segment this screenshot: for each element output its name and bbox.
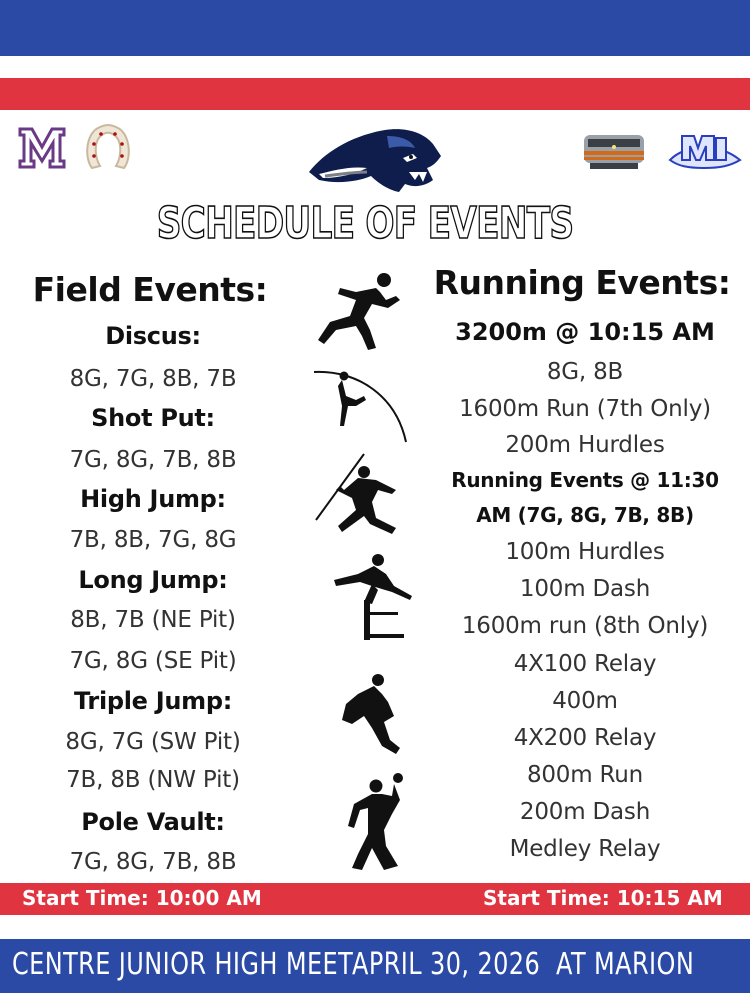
field-events-heading: Field Events: [32, 270, 268, 309]
event-value: 7G, 8G (SE Pit) [69, 648, 237, 674]
running-item: 400m [552, 688, 618, 714]
running-block-2-label-line2: AM (7G, 8G, 7B, 8B) [476, 503, 694, 527]
running-item: Medley Relay [509, 836, 661, 862]
footer-date: APRIL 30, 2026 [352, 947, 541, 982]
event-value: 7B, 8B (NW Pit) [66, 767, 240, 793]
running-events-heading: Running Events: [433, 263, 731, 302]
running-item: 4X200 Relay [513, 725, 657, 751]
event-value: 7G, 8G, 7B, 8B [69, 849, 237, 875]
panther-logo-icon [305, 122, 445, 200]
event-value: 8B, 7B (NE Pit) [70, 607, 236, 633]
event-value: 8G, 7G (SW Pit) [65, 729, 241, 755]
footer-location: AT MARION [556, 947, 695, 982]
footer-meet-name: CENTRE JUNIOR HIGH MEET [12, 947, 354, 982]
train-logo-icon [580, 125, 648, 177]
event-name-triple-jump: Triple Jump: [73, 687, 233, 715]
field-start-time: Start Time: 10:00 AM [22, 886, 262, 910]
running-item: 1600m Run (7th Only) [459, 396, 711, 422]
sprinter-icon [310, 270, 410, 352]
running-block-1-label: 3200m @ 10:15 AM [455, 318, 715, 346]
top-red-band [0, 78, 750, 110]
long-jumper-icon [338, 672, 404, 756]
event-name-discus: Discus: [105, 322, 201, 350]
running-block-2-label-line1: Running Events @ 11:30 [451, 468, 719, 492]
event-name-high-jump: High Jump: [80, 485, 226, 513]
event-value: 8G, 7G, 8B, 7B [69, 366, 237, 392]
running-item: 800m Run [526, 762, 644, 788]
running-item: 100m Hurdles [505, 539, 665, 565]
running-item: 4X100 Relay [513, 651, 657, 677]
running-item: 200m Dash [519, 799, 651, 825]
event-name-pole-vault: Pole Vault: [81, 808, 225, 836]
page-title: SCHEDULE OF EVENTS [156, 198, 574, 249]
horseshoe-logo-icon [82, 122, 134, 174]
event-value: 7G, 8G, 7B, 8B [69, 447, 237, 473]
top-blue-band [0, 0, 750, 56]
m-logo-icon [18, 125, 66, 171]
javelin-icon [312, 450, 412, 540]
event-value: 7B, 8B, 7G, 8G [69, 527, 237, 553]
running-start-time: Start Time: 10:15 AM [483, 886, 723, 910]
hurdler-icon [328, 552, 412, 644]
team-badge-icon [664, 130, 744, 172]
running-item: 1600m run (8th Only) [461, 613, 709, 639]
pole-vault-icon [308, 366, 412, 446]
event-name-shot-put: Shot Put: [91, 404, 215, 432]
event-name-long-jump: Long Jump: [78, 566, 228, 594]
running-item: 8G, 8B [546, 359, 624, 385]
running-item: 200m Hurdles [505, 432, 665, 458]
running-item: 100m Dash [519, 576, 651, 602]
discus-thrower-icon [342, 770, 414, 874]
